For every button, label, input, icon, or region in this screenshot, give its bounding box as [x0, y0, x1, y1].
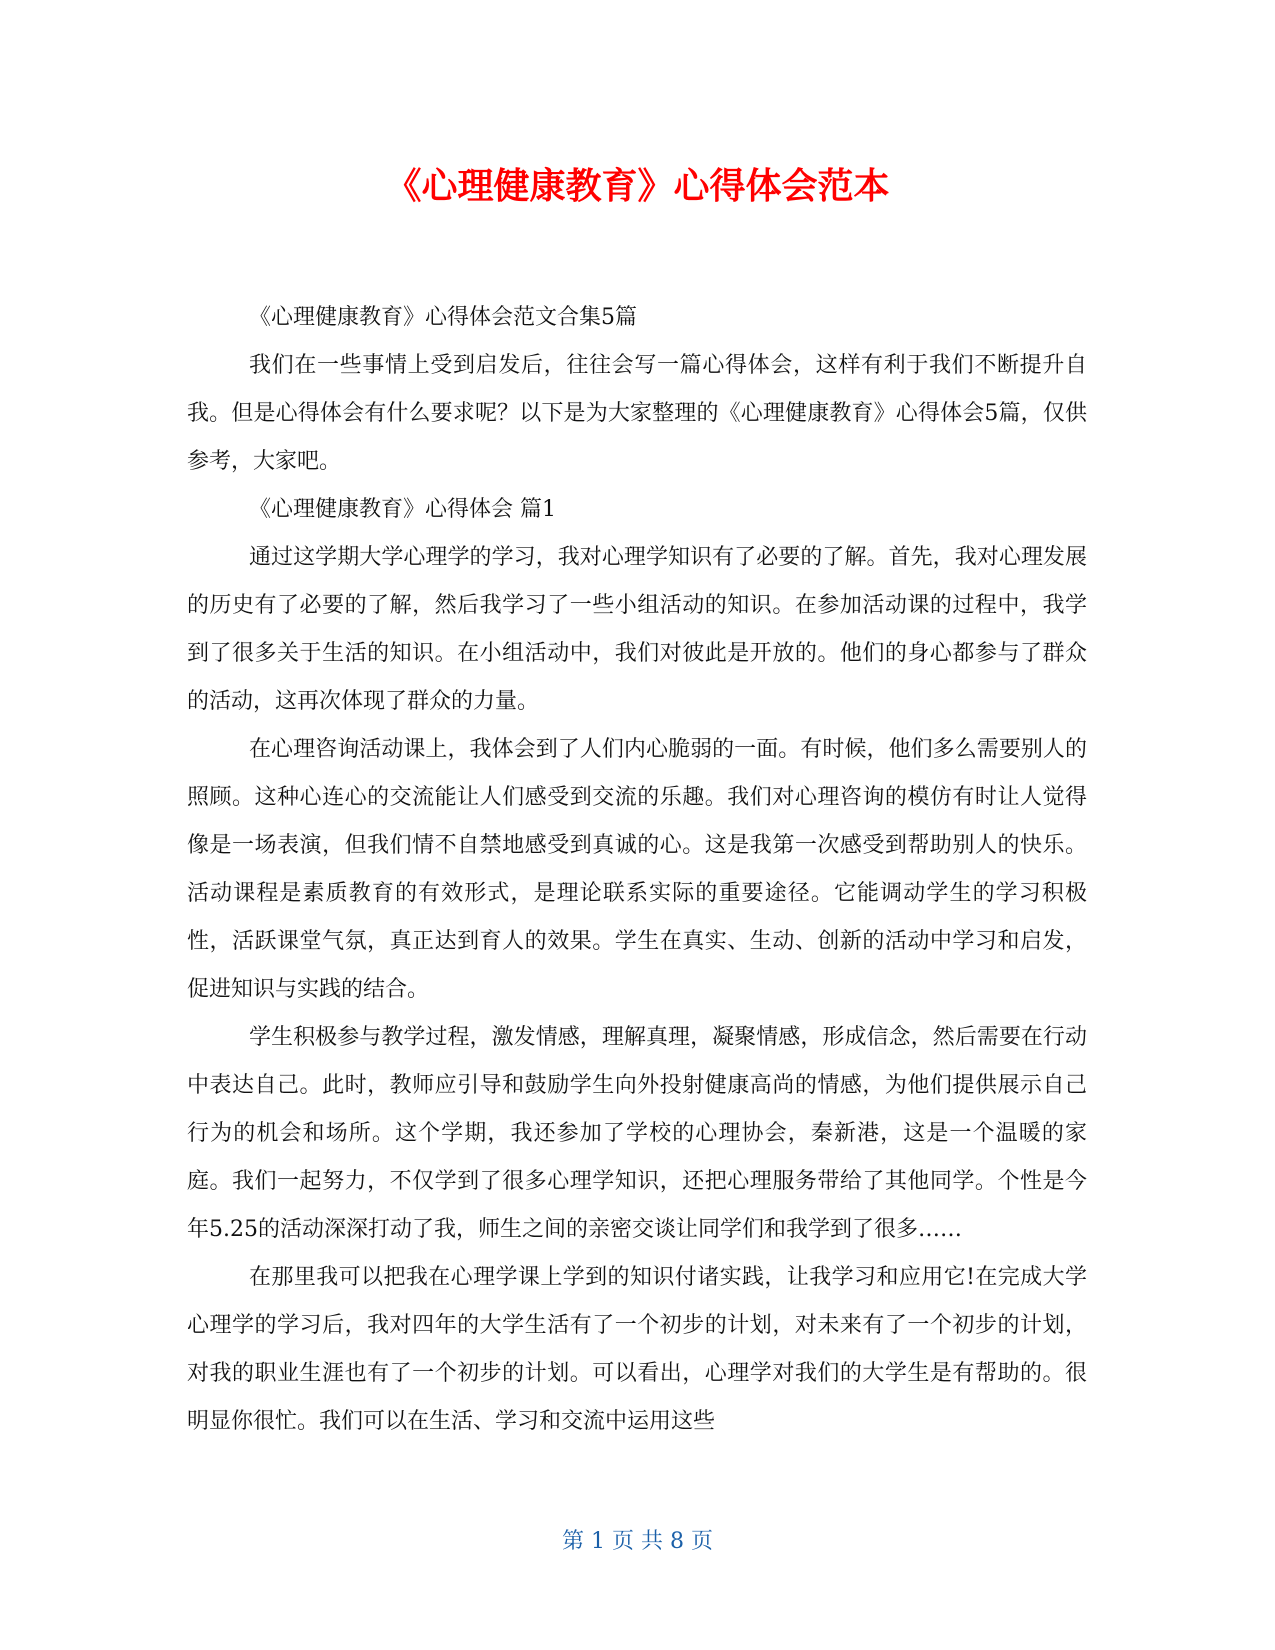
collection-subtitle: 《心理健康教育》心得体会范文合集5篇 [249, 305, 637, 330]
document-title: 《心理健康教育》心得体会范本 [385, 166, 890, 207]
body-paragraph: 通过这学期大学心理学的学习，我对心理学知识有了必要的了解。首先，我对心理发展的历史有了必要的了解，然后我学习了一些小组活动的知识。在参加活动课的过程中，我学到了很多关于生活的知识。在小组活动中，我们对彼此是开放的。他们的身心都参与了群众的活动，这再次体现了群众的力量。 [187, 545, 1087, 714]
section-heading-part1: 《心理健康教育》心得体会 篇1 [249, 497, 556, 522]
body-paragraph: 学生积极参与教学过程，激发情感，理解真理，凝聚情感，形成信念，然后需要在行动中表达自己。此时，教师应引导和鼓励学生向外投射健康高尚的情感，为他们提供展示自己行为的机会和场所。这个学期，我还参加了学校的心理协会，秦新港，这是一个温暖的家庭。我们一起努力，不仅学到了很多心理学知识，还把心理服务带给了其他同学。个性是今年5.25的活动深深打动了我，师生之间的亲密交谈让同学们和我学到了很多…… [187, 1025, 1087, 1242]
document-body [187, 294, 1087, 1446]
page-number-footer: 第 1 页 共 8 页 [562, 1529, 713, 1554]
body-paragraph: 在心理咨询活动课上，我体会到了人们内心脆弱的一面。有时候，他们多么需要别人的照顾。这种心连心的交流能让人们感受到交流的乐趣。我们对心理咨询的模仿有时让人觉得像是一场表演，但我们情不自禁地感受到真诚的心。这是我第一次感受到帮助别人的快乐。活动课程是素质教育的有效形式，是理论联系实际的重要途径。它能调动学生的学习积极性，活跃课堂气氛，真正达到育人的效果。学生在真实、生动、创新的活动中学习和启发，促进知识与实践的结合。 [187, 737, 1087, 1002]
intro-paragraph: 我们在一些事情上受到启发后，往往会写一篇心得体会，这样有利于我们不断提升自我。但是心得体会有什么要求呢？以下是为大家整理的《心理健康教育》心得体会5篇，仅供参考，大家吧。 [187, 353, 1087, 474]
body-paragraph: 在那里我可以把我在心理学课上学到的知识付诸实践，让我学习和应用它!在完成大学心理学的学习后，我对四年的大学生活有了一个初步的计划，对未来有了一个初步的计划，对我的职业生涯也有了一个初步的计划。可以看出，心理学对我们的大学生是有帮助的。很明显你很忙。我们可以在生活、学习和交流中运用这些 [187, 1265, 1087, 1434]
